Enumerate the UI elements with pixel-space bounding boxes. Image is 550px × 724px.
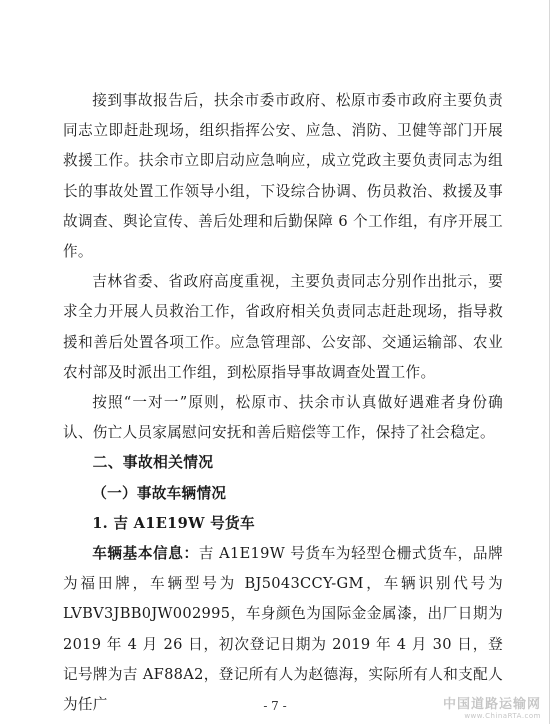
watermark-url: www.ChinaRTA.com	[464, 712, 541, 720]
watermark	[443, 697, 541, 720]
page-number: - 7 -	[263, 699, 287, 713]
vehicle-heading: 1. 吉 A1E19W 号货车	[92, 514, 255, 532]
paragraph-rescue-response: 接到事故报告后，扶余市委市政府、松原市委市政府主要负责同志立即赶赴现场，组织指挥公安、应急、消防、卫健等部门开展救援工作。扶余市立即启动应急响应，成立党政主要负责同志为组长的事故处置工作领导小组，下设综合协调、伤员救治、救援及事故调查、舆论宣传、善后处理和后勤保障 6 个工作组，有序开展工作。	[63, 92, 503, 261]
subsection-heading: （一）事故车辆情况	[92, 484, 227, 502]
vehicle-info-text: 吉 A1E19W 号货车为轻型仓栅式货车，品牌为福田牌，车辆型号为 BJ5043CCY-GM，车辆识别代号为 LVBV3JBB0JW002995，车身颜色为国际金金属漆，出厂日期为 2019 年 4 月 26 日，初次登记日期为 2019 年 4 月 30 日，登记号牌为吉 AF88A2，登记所有人为赵德海，实际所有人和支配人为任广	[63, 545, 503, 714]
vehicle-info-label: 车辆基本信息：	[92, 545, 199, 563]
paragraph-provincial-response: 吉林省委、省政府高度重视，主要负责同志分别作出批示，要求全力开展人员救治工作，省政府相关负责同志赶赴现场，指导救援和善后处置各项工作。应急管理部、公安部、交通运输部、农业农村部及时派出工作组，到松原指导事故调查处置工作。	[63, 273, 503, 381]
paragraph-vehicle-info	[63, 539, 503, 720]
watermark-name: 中国道路运输网	[442, 697, 541, 712]
paragraph-aftermath: 按照“一对一”原则，松原市、扶余市认真做好遇难者身份确认、伤亡人员家属慰问安抚和善后赔偿等工作，保持了社会稳定。	[63, 394, 503, 442]
document-body	[63, 86, 503, 720]
section-heading: 二、事故相关情况	[92, 454, 214, 472]
